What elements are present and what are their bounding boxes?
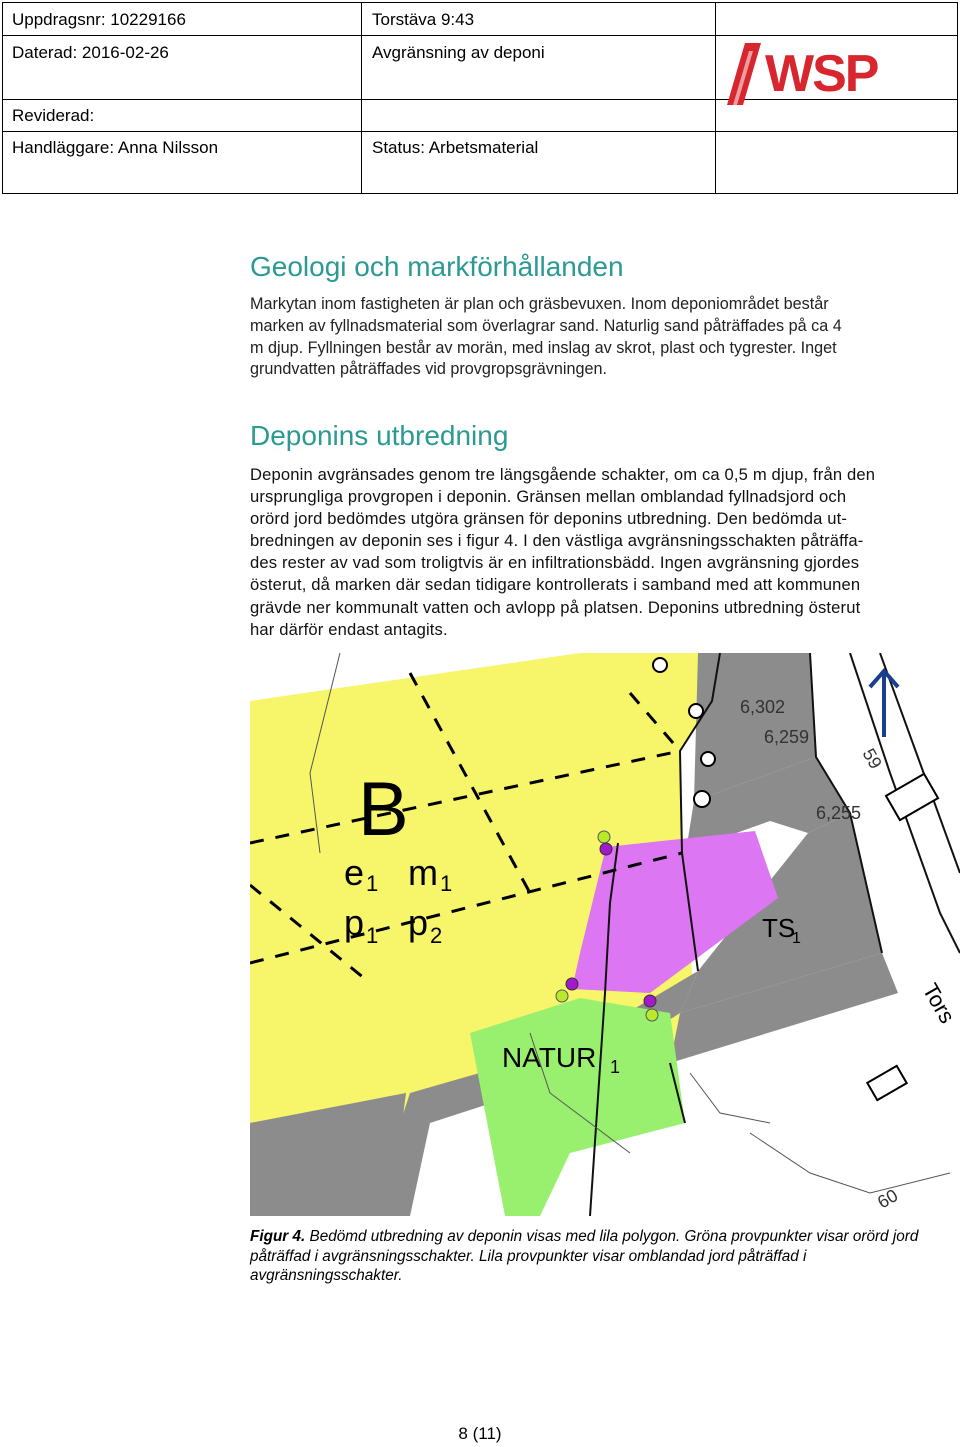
wsp-logo-text: WSP <box>765 45 878 103</box>
header-rule <box>3 35 957 36</box>
map-label-ts: TS <box>762 913 796 943</box>
deponi-map <box>250 653 960 1216</box>
figure-caption <box>250 1227 960 1286</box>
green-sample-point <box>646 1009 658 1021</box>
paragraph-line: österut, då marken där sedan tidigare kontrollerats i samband med att kommunen <box>250 575 861 595</box>
section-title-geology: Geologi och markförhållanden <box>250 251 624 282</box>
map-label-e-sub: 1 <box>366 871 379 896</box>
paragraph-line: Deponin avgränsades genom tre längsgående schakter, om ca 0,5 m djup, från den <box>250 465 876 484</box>
figure-label: Figur 4. <box>250 1228 306 1245</box>
map-label-natur: NATUR <box>502 1042 597 1073</box>
purple-sample-point <box>600 843 612 855</box>
header-rule <box>3 131 957 132</box>
project-name: Torstäva 9:43 <box>372 10 475 29</box>
handler: Handläggare: Anna Nilsson <box>12 138 219 157</box>
paragraph-line: m djup. Fyllningen består av morän, med inslag av skrot, plast och tygrester. Inget <box>250 338 837 357</box>
caption-text: Bedömd utbredning av deponin visas med lila polygon. Gröna provpunkter visar orörd jord påträffad i avgränsningsschakter. Lila provpunkter visar omblandad jord påträffad i avgränsningsschakter. <box>250 1228 919 1284</box>
map-label-e: e <box>344 852 365 893</box>
map-label-p1: p <box>344 902 365 943</box>
paragraph-line: grävde ner kommunalt vatten och avlopp på platsen. Deponins utbredning österut <box>250 597 861 617</box>
map-label-6302: 6,302 <box>740 697 786 717</box>
paragraph-line: marken av fyllnadsmaterial som överlagrar sand. Naturlig sand påträffades på ca 4 <box>250 316 842 335</box>
map-label-60: 60 <box>874 1185 902 1213</box>
section-title-deponi: Deponins utbredning <box>250 420 509 451</box>
map-label-m: m <box>408 852 438 893</box>
map-label-59: 59 <box>858 745 886 773</box>
green-sample-point <box>598 831 610 843</box>
dated: Daterad: 2016-02-26 <box>12 43 169 62</box>
paragraph-line: grundvatten påträffades vid provgropsgrävningen. <box>250 360 607 379</box>
revised: Reviderad: <box>12 106 95 125</box>
paragraph-line: bredningen av deponin ses i figur 4. I den västliga avgränsningsschakten påträffa- <box>250 531 864 551</box>
map-label-6259: 6,259 <box>764 727 810 747</box>
document-header <box>2 2 958 194</box>
map-label-p2: p <box>408 902 429 943</box>
paragraph-line: orörd jord bedömdes utgöra gränsen för deponins utbredning. Den bedömda ut- <box>250 509 848 529</box>
map-label-natur-sub: 1 <box>610 1057 621 1077</box>
paragraph-line: des rester av vad som troligtvis är en infiltrationsbädd. Ingen avgränsning gjordes <box>250 553 860 573</box>
map-label-p1-sub: 1 <box>366 923 379 948</box>
document-status: Status: Arbetsmaterial <box>372 138 539 157</box>
map-label-tors: Tors <box>917 979 960 1028</box>
document-subject: Avgränsning av deponi <box>372 43 545 62</box>
paragraph-line: Markytan inom fastigheten är plan och gräsbevuxen. Inom deponiområdet består <box>250 295 829 313</box>
map-label-6255: 6,255 <box>816 803 862 823</box>
map-label-m-sub: 1 <box>440 871 453 896</box>
wsp-logo <box>725 41 925 107</box>
header-divider <box>361 3 362 193</box>
geology-paragraph <box>250 294 960 381</box>
paragraph-line: ursprungliga provgropen i deponin. Gränsen mellan omblandad fyllnadsjord och <box>250 487 847 507</box>
purple-sample-point <box>644 995 656 1007</box>
map-label-b: B <box>358 767 409 852</box>
green-sample-point <box>556 990 568 1002</box>
purple-sample-point <box>566 978 578 990</box>
paragraph-line: har därför endast antagits. <box>250 619 448 639</box>
assignment-number: Uppdragsnr: 10229166 <box>12 10 186 29</box>
header-divider <box>715 3 716 193</box>
map-label-p2-sub: 2 <box>430 923 443 948</box>
deponi-paragraph <box>250 464 960 641</box>
page-number: 8 (11) <box>458 1424 502 1443</box>
map-label-ts-sub: 1 <box>792 930 801 947</box>
